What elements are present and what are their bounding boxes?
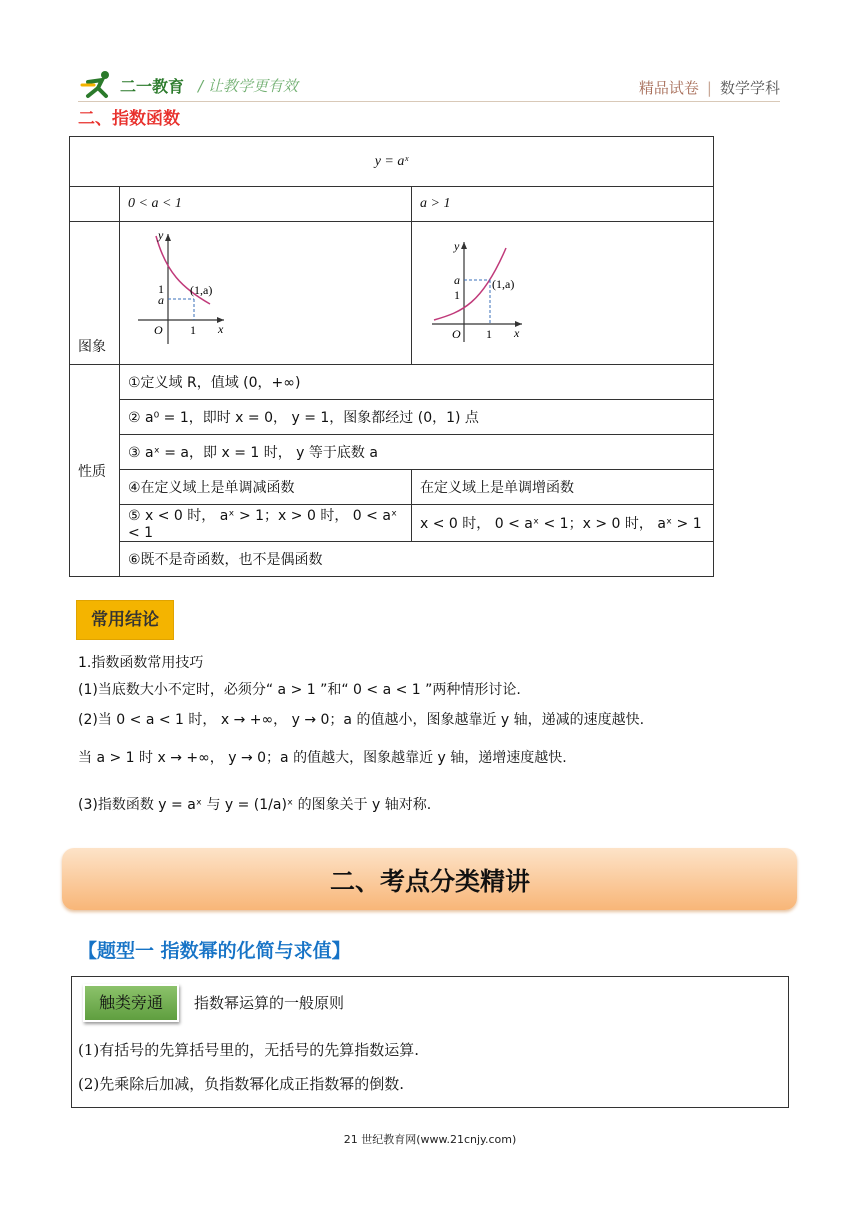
- graph-increasing-cell: [412, 222, 714, 365]
- conclusion-tag: 常用结论: [76, 600, 174, 640]
- box-line-2: (2)先乘除后加减，负指数幂化成正指数幂的倒数.: [78, 1075, 405, 1093]
- col-head-decreasing: 0 < a < 1: [120, 187, 412, 222]
- property-5-left: ⑤ x < 0 时， aˣ > 1；x > 0 时， 0 < aˣ < 1: [120, 505, 412, 542]
- property-4-left: ④在定义域上是单调减函数: [120, 470, 412, 505]
- header-separator: |: [706, 79, 712, 97]
- properties-table: [69, 136, 714, 577]
- property-4-right: 在定义域上是单调增函数: [412, 470, 714, 505]
- conclusion-line-3: (2)当 0 < a < 1 时， x → +∞， y → 0；a 的值越小，图象越靠近 y 轴，递减的速度越快.: [78, 712, 645, 728]
- graph1-origin: O: [154, 323, 163, 337]
- green-tag: 触类旁通: [83, 984, 179, 1022]
- graph2-a-y: a: [454, 273, 460, 287]
- table-empty-cell: [70, 187, 120, 222]
- graph1-x-label: x: [218, 322, 224, 336]
- row-label-graph: 图象: [70, 222, 120, 365]
- banner-title: 二、考点分类精讲: [329, 867, 530, 896]
- graph-increasing: [412, 222, 713, 360]
- box-line-1: (1)有括号的先算括号里的，无括号的先算指数运算.: [78, 1041, 420, 1059]
- table-formula: y = aˣ: [70, 137, 714, 187]
- graph-decreasing-cell: [120, 222, 412, 365]
- graph2-y-label: y: [454, 239, 460, 253]
- row-label-properties: 性质: [70, 365, 120, 577]
- graph2-one-x: 1: [486, 327, 492, 341]
- property-6: ⑥既不是奇函数，也不是偶函数: [120, 542, 714, 577]
- graph-decreasing: [120, 222, 411, 360]
- header-subject: 数学学科: [719, 79, 780, 97]
- brand-slogan: / 让教学更有效: [198, 76, 298, 95]
- header-divider: [78, 101, 780, 102]
- graph1-y-label: y: [158, 228, 164, 242]
- question-type-title: 【题型一 指数幂的化简与求值】: [78, 940, 351, 962]
- graph2-point: (1,a): [492, 277, 515, 291]
- property-2: ② a⁰ = 1，即时 x = 0， y = 1，图象都经过 (0，1) 点: [120, 400, 714, 435]
- property-3: ③ aˣ = a，即 x = 1 时， y 等于底数 a: [120, 435, 714, 470]
- property-5-right: x < 0 时， 0 < aˣ < 1；x > 0 时， aˣ > 1: [412, 505, 714, 542]
- conclusion-line-2: (1)当底数大小不定时，必须分“ a > 1 ”和“ 0 < a < 1 ”两种情形讨论.: [78, 682, 521, 698]
- graph2-x-label: x: [514, 326, 520, 340]
- col-head-increasing: a > 1: [412, 187, 714, 222]
- header-right: [639, 77, 780, 98]
- conclusion-line-4: 当 a > 1 时 x → +∞， y → 0；a 的值越大，图象越靠近 y 轴，递增速度越快.: [78, 750, 567, 766]
- footer: 21 世纪教育网(www.21cnjy.com): [343, 1133, 517, 1146]
- graph1-one-x: 1: [190, 323, 196, 337]
- conclusion-line-1: 1.指数函数常用技巧: [78, 655, 204, 671]
- brand: [80, 70, 298, 100]
- box-title: 指数幂运算的一般原则: [194, 994, 345, 1012]
- property-1: ①定义域 R，值域 (0，+∞): [120, 365, 714, 400]
- graph1-one-y: 1: [158, 282, 164, 296]
- graph1-a-y: a: [158, 293, 164, 307]
- conclusion-line-5: (3)指数函数 y = aˣ 与 y = (1/a)ˣ 的图象关于 y 轴对称.: [78, 797, 432, 813]
- graph1-point: (1,a): [190, 283, 213, 297]
- runner-logo-icon: [80, 70, 116, 100]
- brand-name: 二一教育: [120, 76, 185, 96]
- graph2-one-y: 1: [454, 288, 460, 302]
- graph2-origin: O: [452, 327, 461, 341]
- header-category: 精品试卷: [638, 79, 699, 97]
- section-title: 二、指数函数: [78, 109, 180, 129]
